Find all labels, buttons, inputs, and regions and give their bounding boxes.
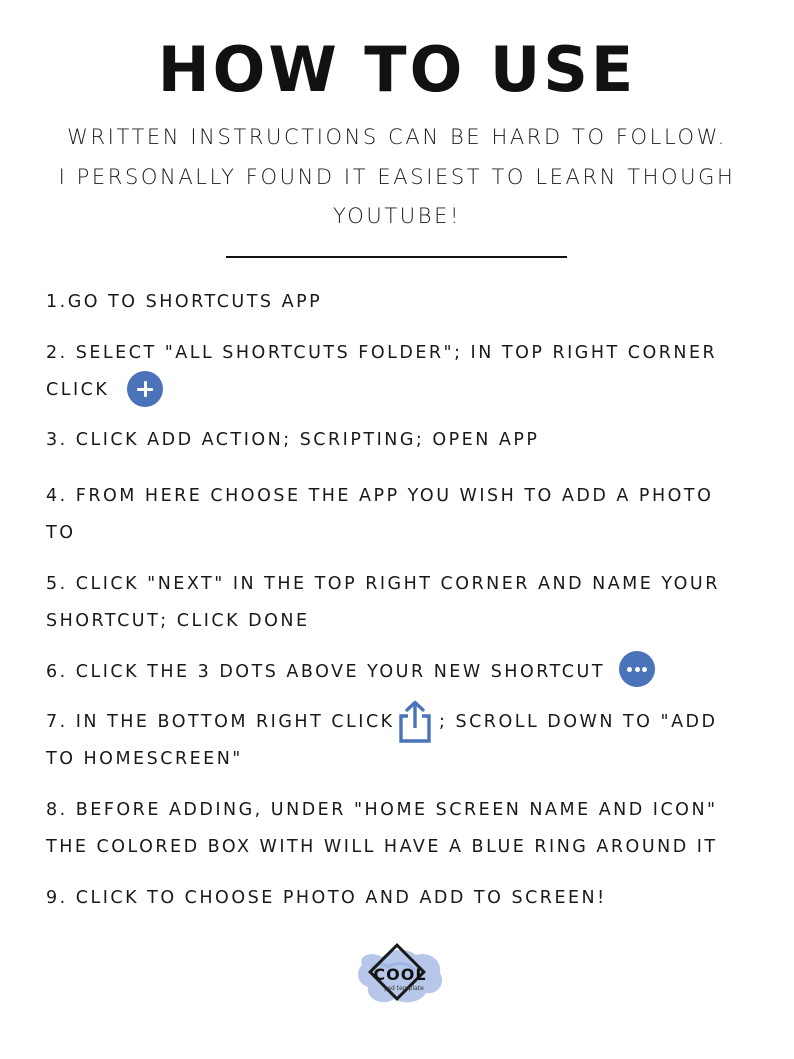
step-9: 9. CLICK TO CHOOSE PHOTO AND ADD TO SCREEN! bbox=[46, 888, 607, 908]
step-3: 3. CLICK ADD ACTION; SCRIPTING; OPEN APP bbox=[46, 430, 540, 450]
logo-subtext: psd template bbox=[384, 985, 424, 992]
intro-line-3: YOUTUBE! bbox=[332, 204, 461, 228]
step-8-line-1: 8. BEFORE ADDING, UNDER "HOME SCREEN NAME AND ICON" bbox=[46, 800, 718, 820]
intro-line-2: I PERSONALLY FOUND IT EASIEST TO LEARN THOUGH bbox=[58, 165, 736, 189]
step-8-line-2: THE COLORED BOX WITH WILL HAVE A BLUE RING AROUND IT bbox=[46, 837, 718, 857]
share-icon bbox=[396, 700, 434, 744]
divider bbox=[226, 256, 567, 258]
step-4-line-1: 4. FROM HERE CHOOSE THE APP YOU WISH TO ADD A PHOTO bbox=[46, 486, 714, 506]
step-1: 1.GO TO SHORTCUTS APP bbox=[46, 292, 323, 312]
cool-logo bbox=[354, 941, 446, 1017]
step-5-line-1: 5. CLICK "NEXT" IN THE TOP RIGHT CORNER AND NAME YOUR bbox=[46, 574, 720, 594]
step-7-line-1a: 7. IN THE BOTTOM RIGHT CLICK bbox=[46, 712, 395, 732]
step-2-line-2: CLICK bbox=[46, 380, 110, 400]
step-7-line-2: TO HOMESCREEN" bbox=[46, 749, 243, 769]
plus-circle-icon bbox=[127, 371, 163, 407]
step-2-line-1: 2. SELECT "ALL SHORTCUTS FOLDER"; IN TOP RIGHT CORNER bbox=[46, 343, 718, 363]
step-7-line-1b: ; SCROLL DOWN TO "ADD bbox=[439, 712, 718, 732]
step-4-line-2: TO bbox=[46, 523, 76, 543]
logo-text: COOL bbox=[373, 965, 427, 984]
step-5-line-2: SHORTCUT; CLICK DONE bbox=[46, 611, 310, 631]
intro-line-1: WRITTEN INSTRUCTIONS CAN BE HARD TO FOLLOW. bbox=[67, 125, 727, 149]
more-dots-icon bbox=[619, 651, 655, 687]
step-6: 6. CLICK THE 3 DOTS ABOVE YOUR NEW SHORTCUT bbox=[46, 662, 606, 682]
page-title: HOW TO USE bbox=[157, 33, 637, 106]
